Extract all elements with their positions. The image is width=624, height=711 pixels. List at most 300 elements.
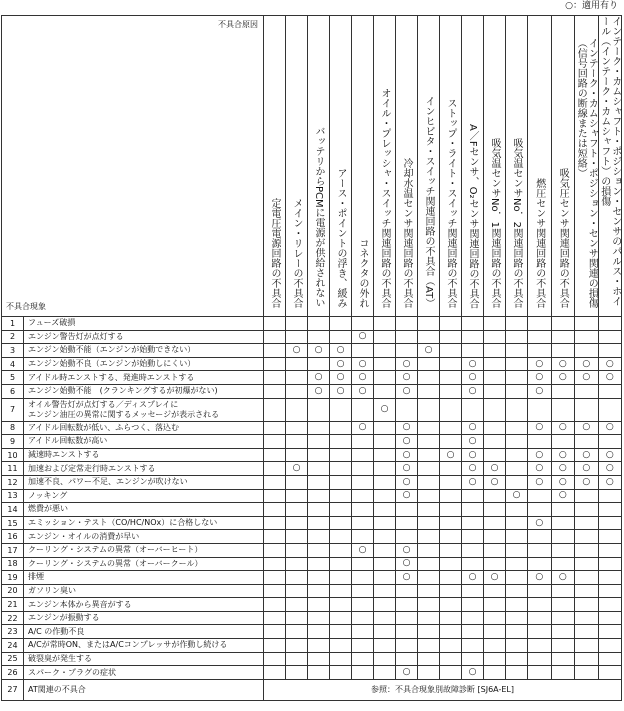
mark-cell [396, 448, 418, 462]
mark-cell [575, 584, 599, 598]
mark-cell [418, 398, 440, 421]
mark-cell [440, 543, 462, 557]
applicable-mark-icon: ○ [468, 571, 477, 582]
mark-cell [352, 371, 374, 385]
mark-cell [575, 571, 599, 585]
table-row [2, 435, 622, 449]
mark-cell [264, 489, 286, 503]
table-row [2, 652, 622, 666]
mark-cell [374, 435, 396, 449]
mark-cell [528, 330, 552, 344]
mark-cell [575, 462, 599, 476]
mark-cell [264, 317, 286, 331]
mark-cell [352, 530, 374, 544]
mark-cell [308, 611, 330, 625]
mark-cell [264, 639, 286, 653]
mark-cell [551, 611, 575, 625]
mark-cell [506, 625, 528, 639]
mark-cell [352, 489, 374, 503]
mark-cell [598, 384, 622, 398]
mark-cell [264, 330, 286, 344]
applicable-mark-icon: ○ [402, 558, 411, 569]
applicable-mark-icon: ○ [558, 490, 567, 501]
row-number: 16 [2, 530, 24, 544]
mark-cell [286, 516, 308, 530]
mark-cell [352, 625, 374, 639]
mark-cell [374, 516, 396, 530]
cause-header-11 [484, 16, 506, 317]
mark-cell [352, 448, 374, 462]
mark-cell [374, 357, 396, 371]
cause-label-4: アース・ポイントの浮き、緩み [335, 168, 346, 308]
mark-cell [330, 448, 352, 462]
mark-cell [352, 317, 374, 331]
row-number: 21 [2, 598, 24, 612]
mark-cell [352, 666, 374, 680]
symptom-text: 破裂臭が発生する [24, 652, 264, 666]
mark-cell [440, 462, 462, 476]
applicable-mark-icon: ○ [380, 404, 389, 415]
mark-cell [484, 571, 506, 585]
mark-cell [440, 317, 462, 331]
mark-cell [418, 384, 440, 398]
row-number: 7 [2, 398, 24, 421]
mark-cell [418, 330, 440, 344]
mark-cell [286, 652, 308, 666]
mark-cell [484, 557, 506, 571]
row-number: 11 [2, 462, 24, 476]
mark-cell [506, 435, 528, 449]
mark-cell [352, 344, 374, 358]
mark-cell [418, 625, 440, 639]
symptom-text: エミッション・テスト（CO/HC/NOx）に合格しない [24, 516, 264, 530]
cause-label-7: 冷却水温センサ関連回路の不具合 [401, 158, 412, 308]
mark-cell [484, 371, 506, 385]
mark-cell [484, 503, 506, 517]
mark-cell [506, 639, 528, 653]
applicable-mark-icon: ○ [314, 372, 323, 383]
applicable-mark-icon: ○ [605, 463, 614, 474]
applicable-mark-icon: ○ [358, 358, 367, 369]
mark-cell [286, 384, 308, 398]
mark-cell [506, 330, 528, 344]
mark-cell [396, 371, 418, 385]
table-row [2, 571, 622, 585]
row-number: 3 [2, 344, 24, 358]
mark-cell [462, 652, 484, 666]
mark-cell [264, 584, 286, 598]
cause-header-16 [598, 16, 622, 317]
mark-cell [396, 516, 418, 530]
applicable-mark-icon: ○ [402, 463, 411, 474]
mark-cell [308, 344, 330, 358]
mark-cell [506, 571, 528, 585]
mark-cell [308, 371, 330, 385]
applicable-mark-icon: ○ [292, 463, 301, 474]
mark-cell [528, 543, 552, 557]
mark-cell [396, 475, 418, 489]
mark-cell [418, 557, 440, 571]
mark-cell [462, 371, 484, 385]
applicable-mark-icon: ○ [490, 476, 499, 487]
mark-cell [551, 652, 575, 666]
row-number: 13 [2, 489, 24, 503]
mark-cell [330, 357, 352, 371]
cause-label-16: インテーク・カムシャフト・ポジション・センサのパルス・ホイール（インテーク・カムシャフト）の損傷 [598, 16, 621, 306]
applicable-mark-icon: ○ [468, 435, 477, 446]
mark-cell [440, 557, 462, 571]
mark-cell [506, 448, 528, 462]
symptom-text: アイドル回転数が高い [24, 435, 264, 449]
mark-cell [506, 398, 528, 421]
row-number: 26 [2, 666, 24, 680]
symptom-text: エンジンが振動する [24, 611, 264, 625]
mark-cell [598, 357, 622, 371]
mark-cell [286, 330, 308, 344]
symptom-text: 減速時エンストする [24, 448, 264, 462]
symptom-text: クーリング・システムの異常（オーバークール） [24, 557, 264, 571]
applicable-mark-icon: ○ [605, 476, 614, 487]
mark-cell [575, 666, 599, 680]
mark-cell [374, 384, 396, 398]
mark-cell [528, 317, 552, 331]
cause-header-2 [286, 16, 308, 317]
mark-cell [484, 475, 506, 489]
mark-cell [528, 398, 552, 421]
mark-cell [598, 584, 622, 598]
mark-cell [418, 462, 440, 476]
mark-cell [575, 503, 599, 517]
mark-cell [396, 421, 418, 435]
mark-cell [551, 543, 575, 557]
applicable-mark-icon: ○ [535, 517, 544, 528]
mark-cell [286, 317, 308, 331]
mark-cell [330, 398, 352, 421]
mark-cell [264, 503, 286, 517]
mark-cell [484, 598, 506, 612]
mark-cell [575, 371, 599, 385]
mark-cell [286, 489, 308, 503]
applicable-mark-icon: ○ [605, 449, 614, 460]
mark-cell [418, 652, 440, 666]
mark-cell [598, 652, 622, 666]
applicable-mark-icon: ○ [468, 372, 477, 383]
mark-cell [551, 330, 575, 344]
applicable-mark-icon: ○ [535, 476, 544, 487]
applicable-mark-icon: ○ [605, 358, 614, 369]
row-number: 19 [2, 571, 24, 585]
mark-cell [286, 598, 308, 612]
mark-cell [462, 611, 484, 625]
mark-cell [462, 317, 484, 331]
mark-cell [484, 398, 506, 421]
mark-cell [484, 639, 506, 653]
mark-cell [418, 421, 440, 435]
cause-label-14: 吸気圧センサ関連回路の不具合 [557, 168, 569, 308]
mark-cell [374, 462, 396, 476]
legend-note: ○：適用有り [565, 1, 618, 11]
mark-cell [396, 543, 418, 557]
cause-header-3 [308, 16, 330, 317]
mark-cell [598, 330, 622, 344]
mark-cell [286, 435, 308, 449]
table-row [2, 317, 622, 331]
mark-cell [396, 584, 418, 598]
applicable-mark-icon: ○ [535, 385, 544, 396]
mark-cell [286, 584, 308, 598]
mark-cell [418, 448, 440, 462]
cause-header-13 [528, 16, 552, 317]
mark-cell [551, 516, 575, 530]
cause-label-5: コネクタの外れ [357, 238, 368, 308]
applicable-mark-icon: ○ [468, 422, 477, 433]
mark-cell [598, 666, 622, 680]
mark-cell [598, 611, 622, 625]
mark-cell [575, 435, 599, 449]
mark-cell [418, 503, 440, 517]
applicable-mark-icon: ○ [535, 571, 544, 582]
mark-cell [352, 384, 374, 398]
mark-cell [551, 625, 575, 639]
mark-cell [308, 384, 330, 398]
mark-cell [575, 611, 599, 625]
mark-cell [396, 598, 418, 612]
mark-cell [418, 584, 440, 598]
mark-cell [286, 475, 308, 489]
mark-cell [396, 357, 418, 371]
mark-cell [462, 384, 484, 398]
table-row [2, 448, 622, 462]
mark-cell [330, 611, 352, 625]
applicable-mark-icon: ○ [402, 667, 411, 678]
mark-cell [330, 489, 352, 503]
row-number: 8 [2, 421, 24, 435]
mark-cell [462, 435, 484, 449]
applicable-mark-icon: ○ [314, 385, 323, 396]
applicable-mark-icon: ○ [512, 490, 521, 501]
mark-cell [396, 398, 418, 421]
symptom-text: エンジン・オイルの消費が早い [24, 530, 264, 544]
mark-cell [528, 384, 552, 398]
mark-cell [440, 625, 462, 639]
cause-label-3: バッテリからPCMに電源が供給されない [313, 126, 324, 308]
mark-cell [551, 398, 575, 421]
mark-cell [352, 398, 374, 421]
mark-cell [308, 639, 330, 653]
applicable-mark-icon: ○ [582, 372, 591, 383]
mark-cell [352, 584, 374, 598]
mark-cell [506, 652, 528, 666]
mark-cell [396, 384, 418, 398]
mark-cell [418, 371, 440, 385]
applicable-mark-icon: ○ [558, 476, 567, 487]
cause-label-6: オイル・プレッシャ・スイッチ関連回路の不具合 [379, 88, 390, 308]
applicable-mark-icon: ○ [558, 449, 567, 460]
mark-cell [598, 503, 622, 517]
mark-cell [418, 611, 440, 625]
mark-cell [528, 557, 552, 571]
mark-cell [462, 448, 484, 462]
applicable-mark-icon: ○ [582, 476, 591, 487]
mark-cell [396, 639, 418, 653]
mark-cell [286, 462, 308, 476]
mark-cell [440, 503, 462, 517]
mark-cell [440, 652, 462, 666]
mark-cell [264, 571, 286, 585]
mark-cell [330, 384, 352, 398]
applicable-mark-icon: ○ [292, 344, 301, 355]
mark-cell [264, 557, 286, 571]
mark-cell [484, 611, 506, 625]
mark-cell [264, 475, 286, 489]
mark-cell [528, 530, 552, 544]
mark-cell [528, 448, 552, 462]
symptom-text: ノッキング [24, 489, 264, 503]
applicable-mark-icon: ○ [582, 449, 591, 460]
mark-cell [352, 435, 374, 449]
mark-cell [528, 344, 552, 358]
mark-cell [528, 475, 552, 489]
mark-cell [528, 357, 552, 371]
mark-cell [462, 598, 484, 612]
mark-cell [308, 435, 330, 449]
applicable-mark-icon: ○ [358, 331, 367, 342]
mark-cell [418, 475, 440, 489]
mark-cell [462, 475, 484, 489]
applicable-mark-icon: ○ [558, 422, 567, 433]
applicable-mark-icon: ○ [402, 571, 411, 582]
applicable-mark-icon: ○ [402, 449, 411, 460]
mark-cell [330, 530, 352, 544]
mark-cell [598, 344, 622, 358]
mark-cell [330, 666, 352, 680]
mark-cell [484, 435, 506, 449]
mark-cell [418, 639, 440, 653]
mark-cell [374, 625, 396, 639]
mark-cell [440, 448, 462, 462]
mark-cell [440, 435, 462, 449]
mark-cell [462, 398, 484, 421]
applicable-mark-icon: ○ [468, 463, 477, 474]
mark-cell [440, 475, 462, 489]
table-row [2, 543, 622, 557]
applicable-mark-icon: ○ [402, 476, 411, 487]
table-row [2, 371, 622, 385]
cause-axis-label: 不具合原因 [218, 20, 258, 29]
mark-cell [440, 666, 462, 680]
cause-header-8 [418, 16, 440, 317]
header-row [2, 16, 622, 317]
mark-cell [551, 462, 575, 476]
applicable-mark-icon: ○ [582, 463, 591, 474]
symptom-text: 加速不良、パワー不足、エンジンが吹けない [24, 475, 264, 489]
mark-cell [506, 543, 528, 557]
mark-cell [374, 503, 396, 517]
row-number: 17 [2, 543, 24, 557]
symptom-text: 排煙 [24, 571, 264, 585]
mark-cell [462, 421, 484, 435]
mark-cell [484, 530, 506, 544]
applicable-mark-icon: ○ [402, 358, 411, 369]
mark-cell [598, 571, 622, 585]
cause-header-14 [551, 16, 575, 317]
mark-cell [396, 652, 418, 666]
cause-label-1: 定電圧電源回路の不具合 [269, 198, 280, 308]
row-number: 25 [2, 652, 24, 666]
cause-label-12: 吸気温センサNo．2関連回路の不具合 [511, 138, 522, 308]
applicable-mark-icon: ○ [582, 422, 591, 433]
mark-cell [418, 598, 440, 612]
mark-cell [551, 448, 575, 462]
cause-label-2: メイン・リレーの不具合 [291, 198, 302, 308]
mark-cell [396, 317, 418, 331]
row-number: 1 [2, 317, 24, 331]
mark-cell [396, 611, 418, 625]
mark-cell [528, 584, 552, 598]
mark-cell [374, 475, 396, 489]
mark-cell [418, 571, 440, 585]
mark-cell [462, 330, 484, 344]
applicable-mark-icon: ○ [535, 358, 544, 369]
row-number: 24 [2, 639, 24, 653]
mark-cell [598, 639, 622, 653]
mark-cell [528, 625, 552, 639]
mark-cell [551, 435, 575, 449]
table-row [2, 503, 622, 517]
diagnosis-table [1, 15, 622, 701]
mark-cell [308, 503, 330, 517]
mark-cell [551, 571, 575, 585]
mark-cell [551, 384, 575, 398]
mark-cell [575, 475, 599, 489]
mark-cell [352, 598, 374, 612]
applicable-mark-icon: ○ [402, 435, 411, 446]
mark-cell [330, 435, 352, 449]
mark-cell [374, 344, 396, 358]
mark-cell [330, 503, 352, 517]
mark-cell [286, 625, 308, 639]
mark-cell [308, 489, 330, 503]
mark-cell [575, 330, 599, 344]
row-number: 12 [2, 475, 24, 489]
mark-cell [308, 530, 330, 544]
row-number: 10 [2, 448, 24, 462]
cause-header-10 [462, 16, 484, 317]
applicable-mark-icon: ○ [468, 358, 477, 369]
mark-cell [575, 317, 599, 331]
cause-header-6 [374, 16, 396, 317]
mark-cell [528, 421, 552, 435]
mark-cell [418, 357, 440, 371]
mark-cell [506, 598, 528, 612]
mark-cell [264, 516, 286, 530]
mark-cell [462, 489, 484, 503]
applicable-mark-icon: ○ [468, 476, 477, 487]
mark-cell [330, 543, 352, 557]
mark-cell [551, 475, 575, 489]
mark-cell [264, 384, 286, 398]
mark-cell [598, 530, 622, 544]
mark-cell [551, 598, 575, 612]
mark-cell [264, 652, 286, 666]
mark-cell [575, 652, 599, 666]
mark-cell [396, 571, 418, 585]
mark-cell [418, 344, 440, 358]
mark-cell [264, 611, 286, 625]
mark-cell [598, 371, 622, 385]
cause-header-12 [506, 16, 528, 317]
mark-cell [506, 530, 528, 544]
